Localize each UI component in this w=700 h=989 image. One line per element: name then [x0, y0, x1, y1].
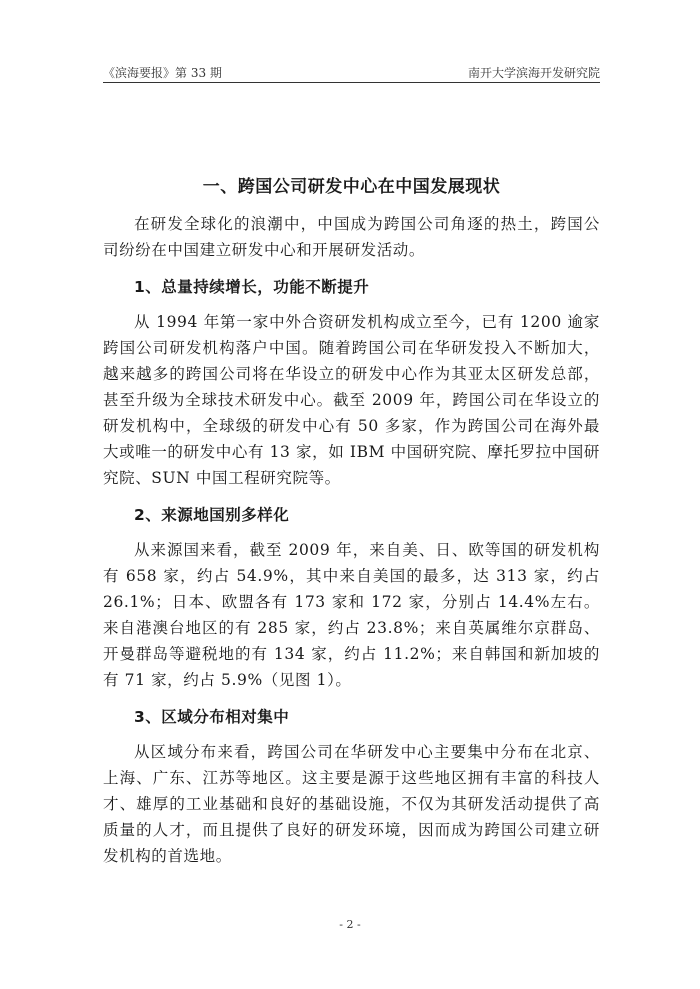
subsection-title-1: 1、总量持续增长，功能不断提升 — [134, 278, 370, 296]
header-institution: 南开大学滨海开发研究院 — [467, 66, 600, 80]
main-content — [103, 172, 600, 869]
subsection-title-3: 3、区域分布相对集中 — [134, 708, 290, 726]
running-header — [103, 62, 600, 83]
intro-paragraph: 在研发全球化的浪潮中，中国成为跨国公司角逐的热土，跨国公司纷纷在中国建立研发中心和开展研发活动。 — [103, 215, 600, 259]
page-number: - 2 - — [339, 918, 361, 931]
subsection-title-2: 2、来源地国别多样化 — [134, 506, 290, 524]
header-publication: 《滨海要报》第 33 期 — [103, 66, 222, 80]
subsection-body-3: 从区域分布来看，跨国公司在华研发中心主要集中分布在北京、上海、广东、江苏等地区。这主要是源于这些地区拥有丰富的科技人才、雄厚的工业基础和良好的基础设施，不仅为其研发活动提供了高质量的人才，而且提供了良好的研发环境，因而成为跨国公司建立研发机构的首选地。 — [103, 743, 600, 865]
subsection-body-2: 从来源国来看，截至 2009 年，来自美、日、欧等国的研发机构有 658 家，约占 54.9%，其中来自美国的最多，达 313 家，约占 26.1%；日本、欧盟各有 173 家和 172 家，分别占 14.4%左右。来自港澳台地区的有 285 家，约占 23.8%；来自英属维尔京群岛、开曼群岛等避税地的有 134 家，约占 11.2%；来自韩国和新加坡的有 71 家，约占 5.9%（见图 1）。 — [103, 541, 600, 689]
subsection-body-1: 从 1994 年第一家中外合资研发机构成立至今，已有 1200 逾家跨国公司研发机构落户中国。随着跨国公司在华研发投入不断加大，越来越多的跨国公司将在华设立的研发中心作为其亚太区研发总部，甚至升级为全球技术研发中心。截至 2009 年，跨国公司在华设立的研发机构中，全球级的研发中心有 50 多家，作为跨国公司在海外最大或唯一的研发中心有 13 家，如 IBM 中国研究院、摩托罗拉中国研究院、SUN 中国工程研究院等。 — [103, 313, 600, 487]
section-title: 一、跨国公司研发中心在中国发展现状 — [202, 177, 501, 197]
